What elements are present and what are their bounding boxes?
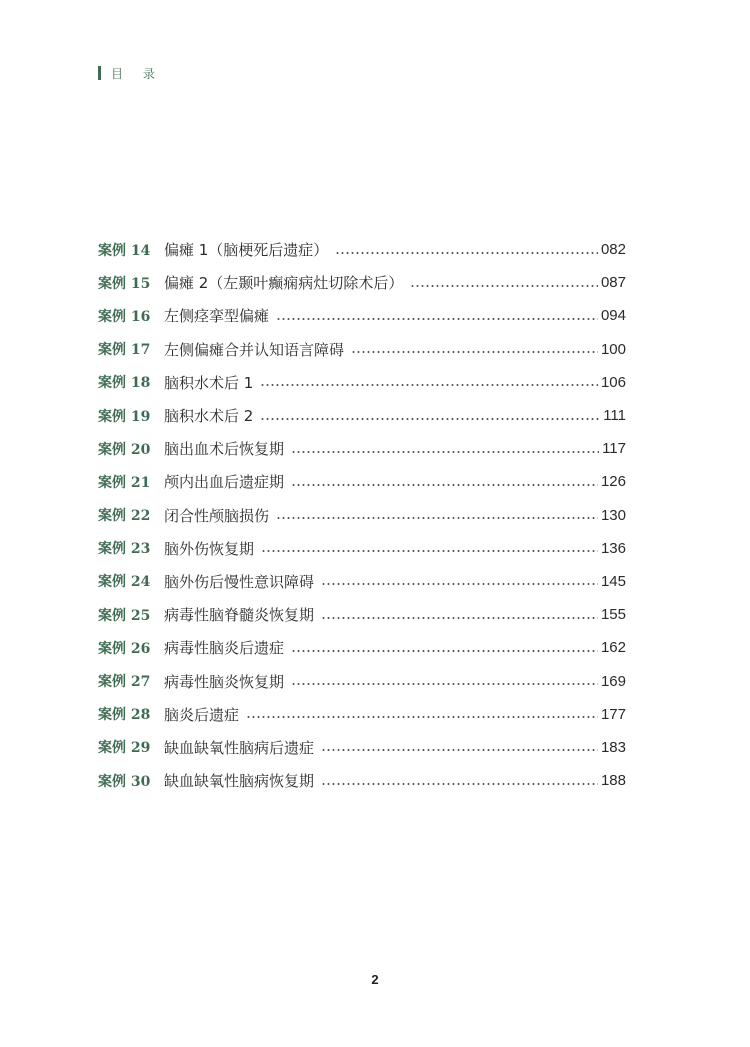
toc-entry-title: 脑外伤后慢性意识障碍 (164, 572, 315, 591)
toc-entry[interactable] (98, 532, 626, 565)
toc-entry-title: 偏瘫 2（左颞叶癫痫病灶切除术后） (164, 274, 404, 293)
toc-case-label: 案例 18 (98, 375, 151, 392)
toc-page-number: 130 (600, 506, 626, 524)
toc-entry-title: 脑积水术后 2 (164, 407, 254, 426)
toc-dot-leader (321, 783, 598, 785)
toc-entry[interactable] (98, 432, 626, 465)
toc-entry-title: 偏瘫 1（脑梗死后遗症） (164, 241, 329, 260)
toc-case-label: 案例 22 (98, 508, 151, 525)
toc-dot-leader (276, 318, 598, 320)
toc-dot-leader (291, 484, 598, 486)
toc-dot-leader (291, 650, 598, 652)
toc-page-number: 188 (600, 772, 626, 790)
toc-entry-title: 缺血缺氧性脑病恢复期 (164, 772, 315, 791)
toc-case-label: 案例 26 (98, 640, 151, 657)
toc-case-label: 案例 17 (98, 342, 151, 359)
toc-entry-title: 病毒性脑炎恢复期 (164, 672, 285, 691)
toc-entry[interactable] (98, 664, 626, 697)
footer-page-number: 2 (371, 972, 379, 987)
toc-case-label: 案例 16 (98, 308, 151, 325)
toc-page-number: 136 (600, 539, 626, 557)
toc-entry[interactable] (98, 399, 626, 432)
toc-case-label: 案例 19 (98, 408, 151, 425)
toc-dot-leader (260, 418, 600, 420)
toc-page-number: 117 (602, 440, 626, 458)
toc-page-number: 169 (600, 672, 626, 690)
toc-entry-title: 脑出血术后恢复期 (164, 440, 285, 459)
toc-dot-leader (260, 384, 598, 386)
toc-case-label: 案例 15 (98, 275, 151, 292)
toc-case-label: 案例 14 (98, 242, 151, 259)
toc-dot-leader (276, 517, 598, 519)
toc-entry-title: 左侧偏瘫合并认知语言障碍 (164, 340, 345, 359)
page-header (98, 65, 163, 81)
toc-entry-title: 颅内出血后遗症期 (164, 473, 285, 492)
toc-entry-title: 左侧痉挛型偏瘫 (164, 307, 270, 326)
toc-dot-leader (335, 252, 598, 254)
toc-page-number: 183 (600, 738, 626, 756)
toc-page-number: 177 (600, 705, 626, 723)
toc-case-label: 案例 27 (98, 674, 151, 691)
toc-dot-leader (261, 550, 598, 552)
toc-page-number: 155 (600, 606, 626, 624)
toc-entry-title: 脑外伤恢复期 (164, 539, 255, 558)
toc-case-label: 案例 21 (98, 474, 151, 491)
toc-page-number: 087 (600, 274, 626, 292)
toc-entry-title: 病毒性脑炎后遗症 (164, 639, 285, 658)
toc-entry[interactable] (98, 233, 626, 266)
toc-dot-leader (321, 583, 598, 585)
toc-page-number: 126 (600, 473, 626, 491)
header-accent-bar (98, 66, 101, 80)
toc-dot-leader (321, 749, 598, 751)
toc-dot-leader (291, 451, 599, 453)
toc-entry-title: 脑炎后遗症 (164, 705, 240, 724)
toc-page-number: 106 (600, 373, 626, 391)
toc-entry[interactable] (98, 299, 626, 332)
table-of-contents (98, 233, 626, 797)
toc-dot-leader (410, 285, 598, 287)
toc-entry[interactable] (98, 366, 626, 399)
toc-case-label: 案例 23 (98, 541, 151, 558)
toc-entry[interactable] (98, 333, 626, 366)
toc-entry[interactable] (98, 465, 626, 498)
page-header-title: 目 录 (111, 66, 163, 81)
toc-entry[interactable] (98, 631, 626, 664)
toc-entry-title: 闭合性颅脑损伤 (164, 506, 270, 525)
toc-entry-title: 病毒性脑脊髓炎恢复期 (164, 606, 315, 625)
toc-entry[interactable] (98, 698, 626, 731)
toc-page-number: 100 (600, 340, 626, 358)
toc-case-label: 案例 28 (98, 707, 151, 724)
toc-entry[interactable] (98, 499, 626, 532)
toc-entry[interactable] (98, 764, 626, 797)
toc-entry-title: 脑积水术后 1 (164, 373, 254, 392)
toc-dot-leader (246, 716, 598, 718)
toc-page-number: 082 (600, 241, 626, 259)
toc-entry[interactable] (98, 598, 626, 631)
toc-case-label: 案例 25 (98, 607, 151, 624)
toc-entry-title: 缺血缺氧性脑病后遗症 (164, 738, 315, 757)
toc-dot-leader (291, 683, 598, 685)
toc-dot-leader (351, 351, 598, 353)
toc-dot-leader (321, 617, 598, 619)
toc-entry[interactable] (98, 266, 626, 299)
toc-entry[interactable] (98, 565, 626, 598)
toc-case-label: 案例 29 (98, 740, 151, 757)
toc-case-label: 案例 24 (98, 574, 151, 591)
toc-page-number: 094 (600, 307, 626, 325)
toc-case-label: 案例 30 (98, 773, 151, 790)
toc-entry[interactable] (98, 731, 626, 764)
toc-page-number: 162 (600, 639, 626, 657)
toc-page-number: 111 (603, 407, 626, 425)
toc-page-number: 145 (600, 572, 626, 590)
toc-case-label: 案例 20 (98, 441, 151, 458)
